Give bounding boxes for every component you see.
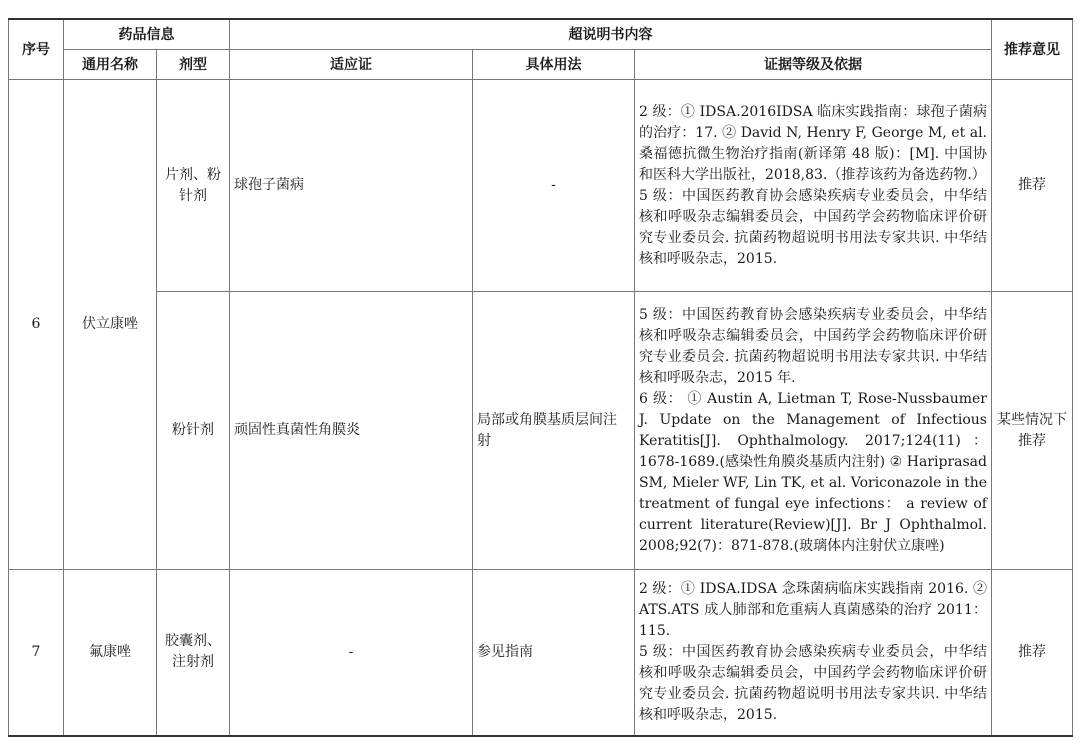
table-row (9, 292, 1073, 570)
evidence-line: 5 级：中国医药教育协会感染疾病专业委员会，中华结核和呼吸杂志编辑委员会，中国药学会药物临床评价研究专业委员会. 抗菌药物超说明书用法专家共识. 中华结核和呼吸杂志，2015 年. (639, 306, 987, 386)
row-evidence (635, 292, 992, 570)
row-evidence (635, 570, 992, 736)
row-evidence (635, 80, 992, 292)
header-seq: 序号 (9, 19, 64, 80)
row-drug-name: 氟康唑 (64, 570, 157, 736)
row-usage: 参见指南 (473, 570, 635, 736)
row-dosage-form: 胶囊剂、注射剂 (157, 570, 230, 736)
header-recommend: 推荐意见 (992, 19, 1073, 80)
row-drug-name: 伏立康唑 (64, 80, 157, 570)
evidence-line: 6 级： ① Austin A, Lietman T, Rose-Nussbaumer J. Update on the Management of Infectious Keratitis[J]. Ophthalmology. 2017;124(11)：1678-1689.(感染性角膜炎基质内注射) ② Hariprasad SM, Mieler WF, Lin TK, et al. Voriconazole in the treatment of fungal eye infections： a review of current literature(Review)[J]. Br J Ophthalmol. 2008;92(7)：871-878.(玻璃体内注射伏立康唑) (639, 390, 987, 554)
row-seq: 6 (9, 80, 64, 570)
evidence-line: 2 级：① IDSA.2016IDSA 临床实践指南：球孢子菌病的治疗：17. ② David N, Henry F, George M, et al. 桑福德抗微生物治疗指南(新译第 48 版)：[M]. 中国协和医科大学出版社，2018,83.（推荐该药为备选药物.） (639, 103, 987, 183)
table-row (9, 80, 1073, 292)
row-recommend: 推荐 (992, 570, 1073, 736)
row-indication: 顽固性真菌性角膜炎 (230, 292, 473, 570)
offlabel-table (8, 18, 1073, 737)
header-dosage-form: 剂型 (157, 50, 230, 80)
header-drug-info: 药品信息 (64, 19, 230, 50)
header-evidence: 证据等级及依据 (635, 50, 992, 80)
header-offlabel-content: 超说明书内容 (230, 19, 992, 50)
row-dosage-form: 粉针剂 (157, 292, 230, 570)
row-recommend: 推荐 (992, 80, 1073, 292)
row-recommend: 某些情况下推荐 (992, 292, 1073, 570)
evidence-line: 5 级：中国医药教育协会感染疾病专业委员会，中华结核和呼吸杂志编辑委员会，中国药学会药物临床评价研究专业委员会. 抗菌药物超说明书用法专家共识. 中华结核和呼吸杂志，2015. (639, 187, 987, 267)
row-usage: - (473, 80, 635, 292)
header-usage: 具体用法 (473, 50, 635, 80)
header-indication: 适应证 (230, 50, 473, 80)
evidence-line: 5 级：中国医药教育协会感染疾病专业委员会，中华结核和呼吸杂志编辑委员会，中国药学会药物临床评价研究专业委员会. 抗菌药物超说明书用法专家共识. 中华结核和呼吸杂志，2015. (639, 643, 987, 723)
row-indication: - (230, 570, 473, 736)
header-generic-name: 通用名称 (64, 50, 157, 80)
row-dosage-form: 片剂、粉针剂 (157, 80, 230, 292)
table-row (9, 570, 1073, 736)
row-indication: 球孢子菌病 (230, 80, 473, 292)
row-usage: 局部或角膜基质层间注射 (473, 292, 635, 570)
evidence-line: 2 级：① IDSA.IDSA 念珠菌病临床实践指南 2016. ② ATS.ATS 成人肺部和危重病人真菌感染的治疗 2011：115. (639, 580, 987, 639)
row-seq: 7 (9, 570, 64, 736)
